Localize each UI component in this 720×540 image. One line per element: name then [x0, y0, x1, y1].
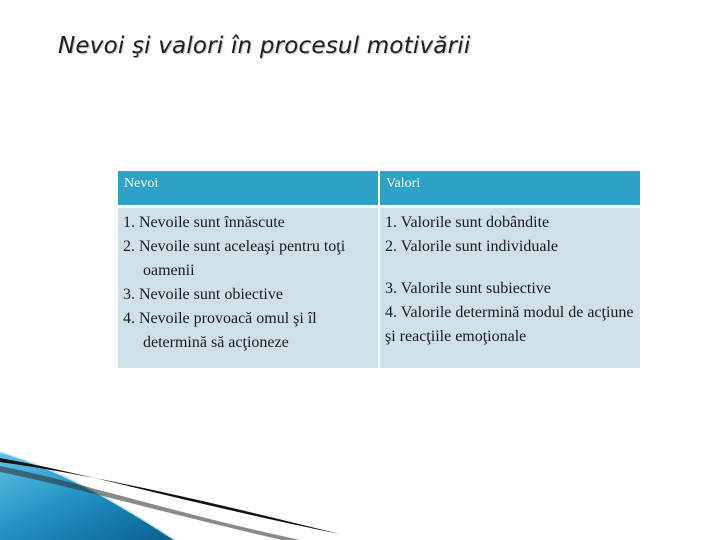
list-item: 4. Nevoile provoacă omul şi îl determină să acţioneze — [123, 309, 317, 351]
slide-title: Nevoi şi valori în procesul motivării — [58, 33, 471, 59]
list-item: 3. Valorile sunt subiective — [385, 279, 551, 297]
header-nevoi: Nevoi — [118, 171, 379, 206]
list-item: 2. Nevoile sunt aceleaşi pentru toţi oamenii — [123, 237, 346, 279]
list-item: 2. Valorile sunt individuale — [385, 237, 559, 255]
table-header-row — [118, 171, 640, 206]
list-item: 4. Valorile determină modul de acţiune şi reacţiile emoţionale — [385, 303, 634, 345]
valori-list — [385, 211, 634, 349]
nevoi-list — [123, 211, 372, 355]
needs-values-table — [118, 171, 640, 368]
list-item: 3. Nevoile sunt obiective — [123, 285, 283, 303]
valori-cell — [379, 206, 640, 368]
table-row — [118, 206, 640, 368]
nevoi-cell — [118, 206, 379, 368]
corner-swoosh-decoration — [0, 440, 340, 540]
header-valori: Valori — [379, 171, 640, 206]
list-item: 1. Valorile sunt dobândite — [385, 213, 550, 231]
list-item: 1. Nevoile sunt înnăscute — [123, 213, 285, 231]
